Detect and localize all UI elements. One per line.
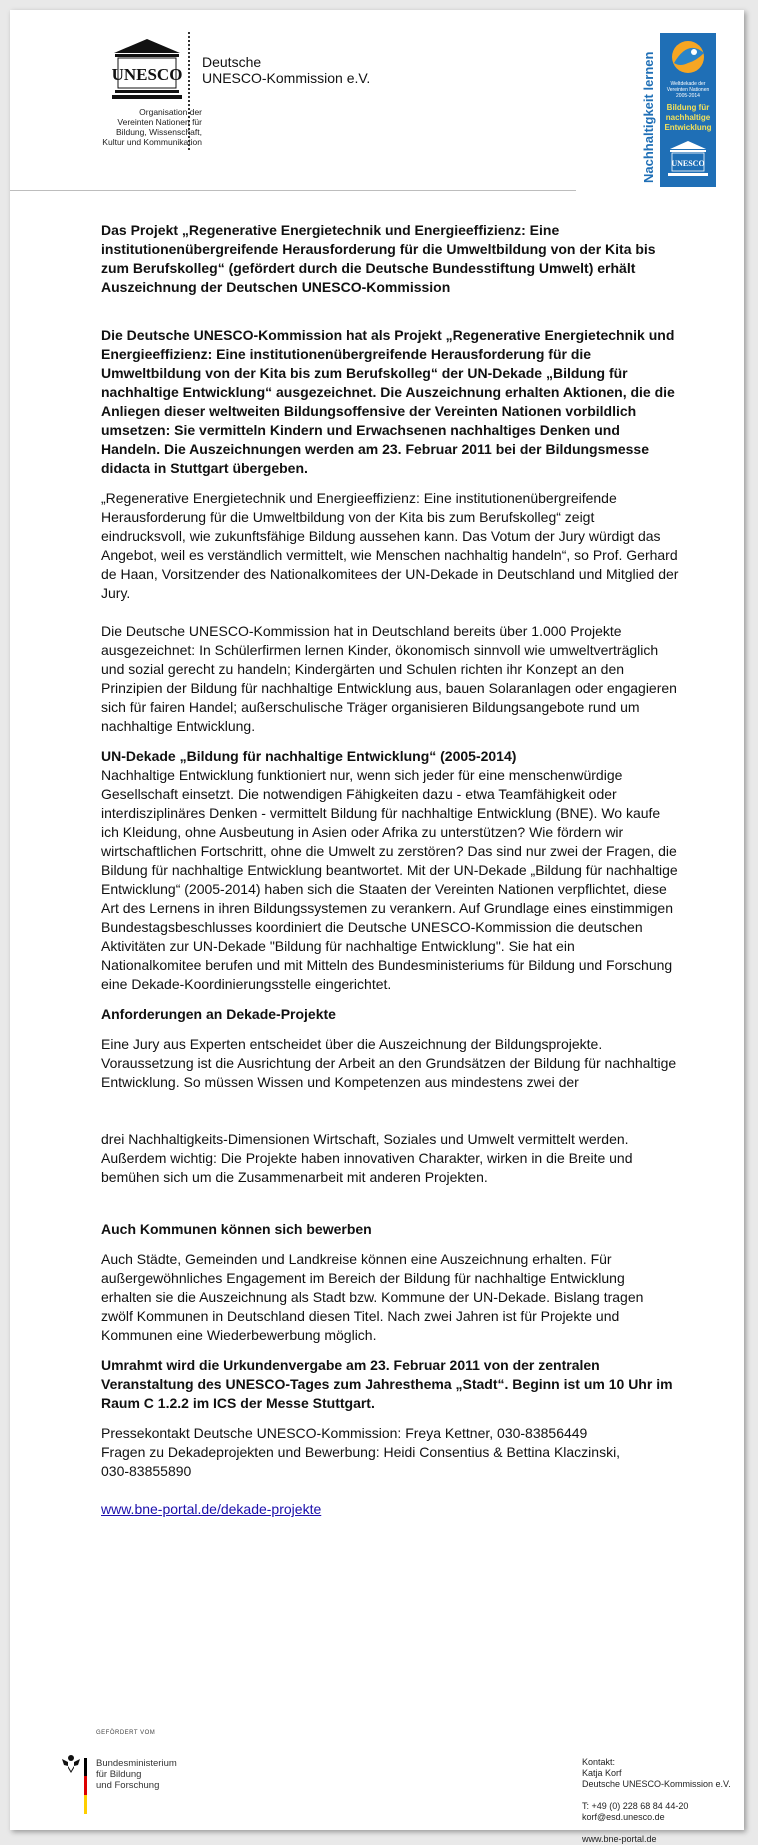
decade-heading: UN-Dekade „Bildung für nachhaltige Entwicklung“ (2005-2014): [101, 748, 517, 764]
decade-paragraph: Nachhaltige Entwicklung funktioniert nur, wenn sich jeder für eine menschenwürdige Gesellschaft einsetzt. Die notwendigen Fähigkeiten dazu - etwa Teamfähigkeit oder interdisziplinäres Denken - vermittelt Bildung für nachhaltige Entwicklung (BNE). Wo kaufe ich Kleidung, ohne Ausbeutung in Asien oder Afrika zu unterstützen? Wie fördern wir wirtschaftlichen Fortschritt, ohne die Umwelt zu zerstören? Das sind nur zwei der Fragen, die Bildung für nachhaltige Entwicklung beantwortet. Mit der UN-Dekade „Bildung für nachhaltige Entwicklung“ (2005-2014) haben sich die Staaten der Vereinten Nationen verpflichtet, diese Art des Lernens in ihren Bildungssystemen zu verankern. Auf Grundlage eines einstimmigen Bundestagsbeschlusses koordiniert die Deutsche UNESCO-Kommission die deutschen Aktivitäten zur UN-Dekade "Bildung für nachhaltige Entwicklung". Sie hat ein Nationalkomitee berufen und mit Mitteln des Bundesministeriums für Bildung und Forschung eine Dekade-Koordinierungsstelle eingerichtet.: [101, 767, 678, 992]
press-release-body: [101, 221, 679, 1519]
ministry-name: Bundesministerium für Bildung und Forschung: [96, 1758, 177, 1791]
footer-contact: Kontakt: Katja Korf Deutsche UNESCO-Kommission e.V. T: +49 (0) 228 68 84 44-20 korf@esd.unesco.de www.bne-portal.de: [582, 1757, 731, 1844]
header-rule: [10, 190, 576, 191]
svg-text:Bildung für: Bildung für: [666, 103, 710, 112]
unesco-org-name: Organisation der Vereinten Nationen für Bildung, Wissenschaft, Kultur und Kommunikation: [102, 107, 202, 147]
quote-paragraph: „Regenerative Energietechnik und Energieeffizienz: Eine institutionenübergreifende Herausforderung für die Umweltbildung von der Kita bis zum Berufskolleg“ zeigt eindrucksvoll, wie zukunftsfähige Bildung aussehen kann. Das Votum der Jury würdigt das Angebot, weil es verständlich vermittelt, wie Menschen nachhaltig handeln“, so Prof. Gerhard de Haan, Vorsitzender des Nationalkomitees der UN-Dekade in Deutschland und Mitglied der Jury.: [101, 490, 679, 601]
document-page: [10, 10, 744, 1844]
unesco-temple-icon: [112, 37, 182, 101]
dotted-divider: [188, 32, 190, 150]
questions-phone: 030-83855890: [101, 1463, 192, 1479]
requirements-paragraph-1: Eine Jury aus Experten entscheidet über die Auszeichnung der Bildungsprojekte. Voraussetzung ist die Ausrichtung der Arbeit an den Grundsätzen der Bildung für nachhaltige Entwicklung. So müssen Wissen und Kompetenzen aus mindestens zwei der: [101, 1036, 677, 1090]
page-title: Das Projekt „Regenerative Energietechnik und Energieeffizienz: Eine institutionenübergreifende Herausforderung für die Umweltbildung von der Kita bis zum Berufskolleg“ (gefördert durch die Deutsche Bundesstiftung Umwelt) erhält Auszeichnung der Deutschen UNESCO-Kommission: [101, 222, 656, 295]
bne-portal-link[interactable]: www.bne-portal.de/dekade-projekte: [101, 1501, 322, 1517]
bne-decade-badge: [660, 33, 716, 187]
communes-paragraph: Auch Städte, Gemeinden und Landkreise können eine Auszeichnung erhalten. Für außergewöhnliches Engagement im Bereich der Bildung für nachhaltige Entwicklung erhalten sie die Auszeichnung als Stadt bzw. Kommune der UN-Dekade. Bislang tragen zwölf Kommunen in Deutschland diesen Titel. Nach zwei Jahren ist für Projekte und Kommunen eine Wiederbewerbung möglich.: [101, 1251, 644, 1343]
decade-badge-icon: [660, 33, 716, 187]
svg-text:UNESCO: UNESCO: [671, 159, 705, 168]
letterhead: [10, 10, 744, 192]
german-flag-stripe: [84, 1758, 87, 1814]
svg-text:Nachhaltigkeit lernen: Nachhaltigkeit lernen: [641, 51, 656, 183]
svg-text:2005-2014: 2005-2014: [676, 93, 700, 99]
communes-heading: Auch Kommunen können sich bewerben: [101, 1221, 372, 1237]
funded-by-label: GEFÖRDERT VOM: [96, 1730, 156, 1736]
requirements-heading: Anforderungen an Dekade-Projekte: [101, 1006, 336, 1022]
ceremony-paragraph: Umrahmt wird die Urkundenvergabe am 23. Februar 2011 von der zentralen Veranstaltung des UNESCO-Tages zum Jahresthema „Stadt“. Beginn ist um 10 Uhr im Raum C 1.2.2 im ICS der Messe Stuttgart.: [101, 1357, 673, 1411]
lead-paragraph: Die Deutsche UNESCO-Kommission hat als Projekt „Regenerative Energietechnik und Energieeffizienz: Eine institutionenübergreifende Herausforderung für die Umweltbildung von der Kita bis zum Berufskolleg“ der UN-Dekade „Bildung für nachhaltige Entwicklung“ ausgezeichnet. Die Auszeichnung erhalten Aktionen, die die Anliegen dieser weltweiten Bildungsoffensive der Vereinten Nationen vorbildlich umsetzen: Sie vermitteln Kindern und Erwachsenen nachhaltiges Denken und Handeln. Die Auszeichnungen werden am 23. Februar 2011 bei der Bildungsmesse didacta in Stuttgart übergeben.: [101, 327, 675, 476]
svg-text:UNESCO: UNESCO: [111, 65, 183, 84]
federal-eagle-icon: [60, 1753, 82, 1775]
projects-paragraph: Die Deutsche UNESCO-Kommission hat in Deutschland bereits über 1.000 Projekte ausgezeichnet: In Schülerfirmen lernen Kinder, ökonomisch sinnvoll wie umweltverträglich und sozial gerecht zu handeln; Kindergärten und Schulen richten ihr Konzept an den Prinzipien der Bildung für nachhaltige Entwicklung aus, bauen Solaranlagen oder engagieren sich für fairen Handel; außerschulische Träger organisieren Bildungsangebote rund um nachhaltige Entwicklung.: [101, 623, 677, 734]
press-contact: Pressekontakt Deutsche UNESCO-Kommission: Freya Kettner, 030-83856449: [101, 1425, 588, 1441]
nachhaltigkeit-lernen-label: [638, 35, 658, 185]
requirements-paragraph-2: drei Nachhaltigkeits-Dimensionen Wirtschaft, Soziales und Umwelt vermittelt werden. Außerdem wichtig: Die Projekte haben innovativen Charakter, wirken in die Breite und bemühen sich um die Zusammenarbeit mit anderen Projekten.: [101, 1131, 633, 1185]
svg-text:Entwicklung: Entwicklung: [664, 123, 712, 132]
commission-name: Deutsche UNESCO-Kommission e.V.: [202, 54, 371, 86]
svg-text:Vereinten Nationen: Vereinten Nationen: [666, 87, 710, 93]
svg-text:nachhaltige: nachhaltige: [665, 113, 711, 122]
questions-contact: Fragen zu Dekadeprojekten und Bewerbung: Heidi Consentius & Bettina Klaczinski,: [101, 1444, 621, 1460]
svg-text:Weltdekade der: Weltdekade der: [670, 81, 706, 87]
